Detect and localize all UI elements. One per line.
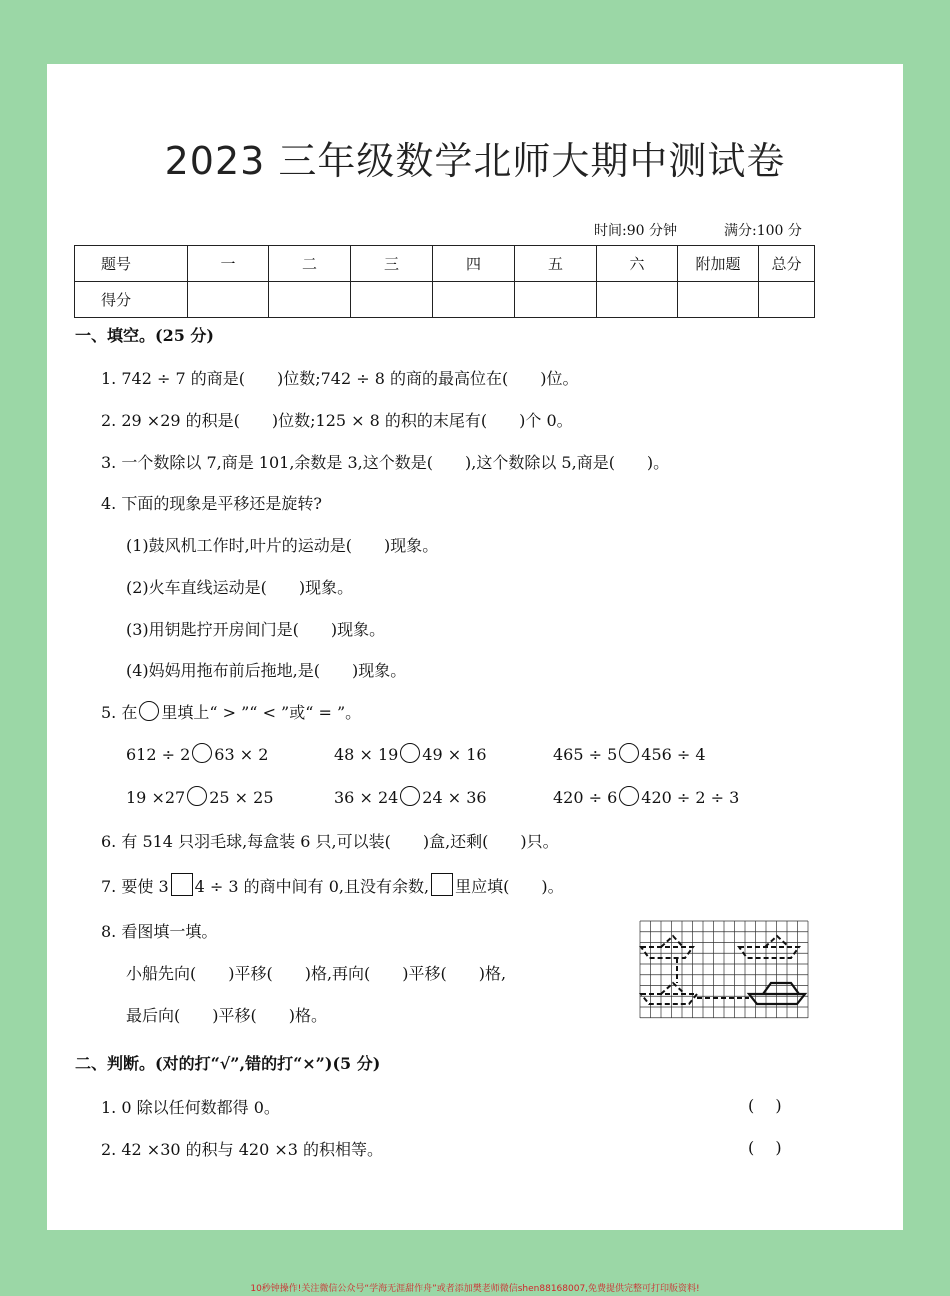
- judge-answer-1[interactable]: ( ): [748, 1096, 782, 1115]
- compare-item: [553, 743, 706, 764]
- compare-right: 456 ÷ 4: [641, 745, 706, 764]
- score-cell[interactable]: [515, 282, 597, 318]
- question-7-part: 7. 要使 3: [101, 877, 169, 896]
- footer-notice: 10秒钟操作!关注微信公众号“学海无涯甜作舟”或者添加樊老师微信shen88168007,免费提供完整可打印版资料!: [250, 1284, 700, 1294]
- compare-left: 48 × 19: [334, 745, 399, 764]
- question-5: [101, 700, 361, 723]
- judge-question-2: 2. 42 ×30 的积与 420 ×3 的积相等。: [101, 1140, 384, 1159]
- question-5-prefix: 5. 在: [101, 703, 138, 722]
- header-cell: 三: [351, 246, 433, 282]
- circle-icon: [139, 701, 159, 721]
- boat-shape: [739, 936, 799, 958]
- score-cell[interactable]: [351, 282, 433, 318]
- compare-circle[interactable]: [192, 743, 212, 763]
- score-cell[interactable]: [678, 282, 759, 318]
- compare-item: [553, 786, 739, 807]
- section-heading: 二、判断。(对的打“√”,错的打“×”)(5 分): [75, 1054, 381, 1073]
- score-table-score-row: [75, 282, 815, 318]
- section-heading: 一、填空。(25 分): [75, 326, 214, 345]
- question-8-line-1: 小船先向( )平移( )格,再向( )平移( )格,: [126, 964, 507, 983]
- boat-shape: [641, 936, 693, 958]
- compare-circle[interactable]: [400, 743, 420, 763]
- question-1: 1. 742 ÷ 7 的商是( )位数;742 ÷ 8 的商的最高位在( )位。: [101, 369, 579, 388]
- header-cell: 五: [515, 246, 597, 282]
- compare-right: 25 × 25: [209, 788, 274, 807]
- row-label: 得分: [75, 282, 188, 318]
- compare-circle[interactable]: [400, 786, 420, 806]
- compare-circle[interactable]: [619, 743, 639, 763]
- question-8: 8. 看图填一填。: [101, 922, 218, 941]
- compare-left: 420 ÷ 6: [553, 788, 618, 807]
- question-4-1: (1)鼓风机工作时,叶片的运动是( )现象。: [126, 536, 439, 555]
- question-3: 3. 一个数除以 7,商是 101,余数是 3,这个数是( ),这个数除以 5,商是( )。: [101, 453, 670, 472]
- score-cell[interactable]: [597, 282, 678, 318]
- compare-item: [126, 743, 268, 764]
- header-cell: 题号: [75, 246, 188, 282]
- question-4-3: (3)用钥匙拧开房间门是( )现象。: [126, 620, 386, 639]
- question-7-part: 里应填( )。: [455, 877, 564, 896]
- compare-circle[interactable]: [187, 786, 207, 806]
- header-cell: 一: [188, 246, 269, 282]
- header-cell: 二: [269, 246, 351, 282]
- question-8-line-2: 最后向( )平移( )格。: [126, 1006, 327, 1025]
- score-table: [74, 245, 815, 318]
- compare-right: 24 × 36: [422, 788, 487, 807]
- score-table-header-row: [75, 246, 815, 282]
- question-4: 4. 下面的现象是平移还是旋转?: [101, 494, 322, 513]
- question-2: 2. 29 ×29 的积是( )位数;125 × 8 的积的末尾有( )个 0。: [101, 411, 573, 430]
- judge-question-1: 1. 0 除以任何数都得 0。: [101, 1098, 280, 1117]
- question-4-4: (4)妈妈用拖布前后拖地,是( )现象。: [126, 661, 407, 680]
- compare-item: [334, 743, 487, 764]
- question-5-suffix: 里填上“ > ”“ < ”或“ = ”。: [161, 703, 362, 722]
- full-score: 满分:100 分: [724, 223, 802, 239]
- compare-right: 420 ÷ 2 ÷ 3: [641, 788, 740, 807]
- compare-left: 19 ×27: [126, 788, 186, 807]
- question-7-part: 4 ÷ 3 的商中间有 0,且没有余数,: [194, 877, 430, 896]
- question-7: [101, 873, 564, 897]
- compare-left: 465 ÷ 5: [553, 745, 618, 764]
- boat-shape-solid: [749, 983, 805, 1004]
- compare-right: 49 × 16: [422, 745, 487, 764]
- header-cell: 六: [597, 246, 678, 282]
- question-4-2: (2)火车直线运动是( )现象。: [126, 578, 354, 597]
- score-cell[interactable]: [759, 282, 815, 318]
- compare-right: 63 × 2: [214, 745, 269, 764]
- compare-item: [334, 786, 487, 807]
- judge-answer-2[interactable]: ( ): [748, 1138, 782, 1157]
- header-cell: 四: [433, 246, 515, 282]
- answer-box[interactable]: [171, 873, 193, 896]
- boat-shape: [641, 983, 697, 1004]
- compare-item: [126, 786, 274, 807]
- header-cell: 总分: [759, 246, 815, 282]
- score-cell[interactable]: [433, 282, 515, 318]
- boat-grid-diagram: [639, 920, 809, 1019]
- compare-circle[interactable]: [619, 786, 639, 806]
- compare-left: 36 × 24: [334, 788, 399, 807]
- score-cell[interactable]: [269, 282, 351, 318]
- answer-box[interactable]: [431, 873, 453, 896]
- time-limit: 时间:90 分钟: [594, 223, 677, 239]
- page-title: 2023 三年级数学北师大期中测试卷: [164, 139, 786, 183]
- score-cell[interactable]: [188, 282, 269, 318]
- compare-left: 612 ÷ 2: [126, 745, 191, 764]
- header-cell: 附加题: [678, 246, 759, 282]
- question-6: 6. 有 514 只羽毛球,每盒装 6 只,可以装( )盒,还剩( )只。: [101, 832, 559, 851]
